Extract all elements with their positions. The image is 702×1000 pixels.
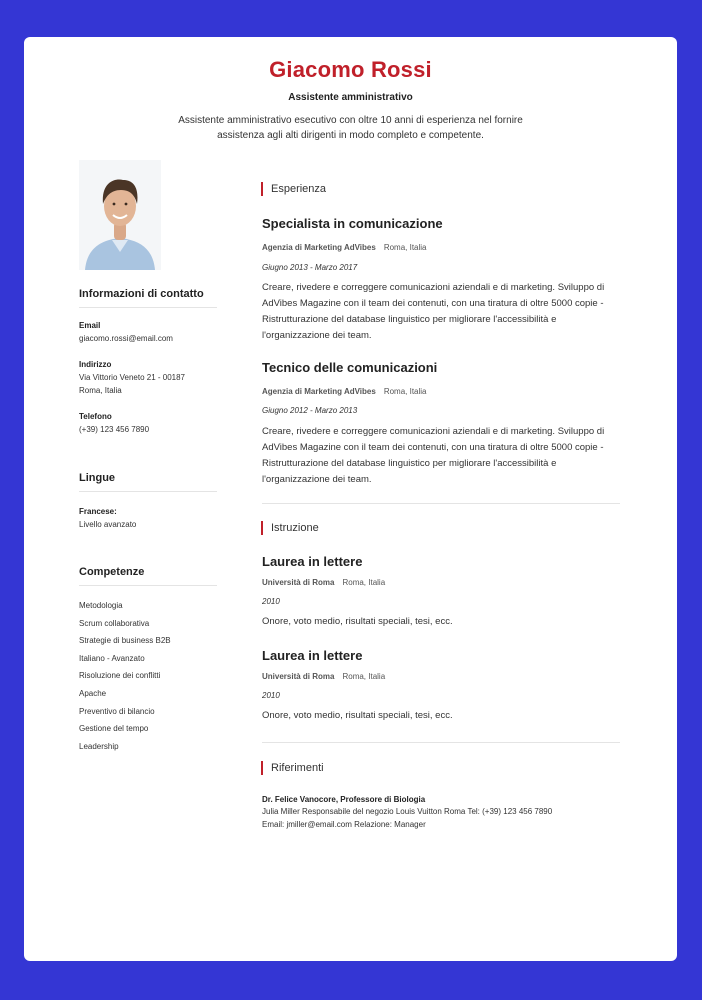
- skill-item: Preventivo di bilancio: [79, 706, 155, 716]
- education-year: 2010: [262, 691, 280, 700]
- phone-label: Telefono: [79, 412, 112, 421]
- candidate-name: Giacomo Rossi: [269, 57, 432, 82]
- skill-item: Leadership: [79, 741, 119, 751]
- degree-title: Laurea in lettere: [262, 648, 363, 663]
- education-meta: [262, 672, 385, 681]
- skill-item: Italiano - Avanzato: [79, 653, 145, 663]
- email-label: Email: [79, 321, 101, 330]
- skill-item: Apache: [79, 688, 107, 698]
- skill-item: Metodologia: [79, 601, 123, 610]
- languages-heading: Lingue: [79, 472, 217, 492]
- job-location: Roma, Italia: [383, 243, 427, 252]
- job-meta: [262, 387, 427, 396]
- skill-item: Strategie di business B2B: [79, 636, 171, 646]
- address-line-2: Roma, Italia: [79, 386, 122, 395]
- section-divider: [262, 742, 620, 743]
- email-value: giacomo.rossi@email.com: [79, 334, 173, 343]
- language-name: Francese:: [79, 507, 117, 516]
- school-location: Roma, Italia: [342, 578, 386, 587]
- reference-contact: Email: jmiller@email.com Relazione: Manager: [262, 820, 426, 829]
- job-company: Agenzia di Marketing AdVibes: [262, 243, 376, 252]
- education-description: Onore, voto medio, risultati speciali, tesi, ecc.: [262, 616, 453, 627]
- education-meta: [262, 578, 385, 587]
- job-title: Specialista in comunicazione: [262, 216, 443, 231]
- school-name: Università di Roma: [262, 578, 335, 587]
- profile-summary: Assistente amministrativo esecutivo con oltre 10 anni di esperienza nel fornire assistenza agli alti dirigenti in modo completo e competente.: [178, 115, 523, 141]
- job-dates: Giugno 2012 - Marzo 2013: [262, 406, 358, 415]
- candidate-role: Assistente amministrativo: [288, 92, 413, 103]
- job-dates: Giugno 2013 - Marzo 2017: [262, 263, 358, 272]
- language-level: Livello avanzato: [79, 520, 137, 529]
- job-title: Tecnico delle comunicazioni: [262, 360, 438, 375]
- job-meta: [262, 243, 427, 252]
- reference-details: Julia Miller Responsabile del negozio Louis Vuitton Roma Tel: (+39) 123 456 7890: [262, 807, 553, 816]
- job-location: Roma, Italia: [383, 387, 427, 396]
- address-label: Indirizzo: [79, 360, 112, 369]
- skills-list: [79, 599, 171, 757]
- references-heading: Riferimenti: [261, 761, 324, 775]
- skill-item: Risoluzione dei conflitti: [79, 671, 161, 681]
- skill-item: Scrum collaborativa: [79, 618, 150, 628]
- skills-heading: Competenze: [79, 566, 217, 586]
- school-name: Università di Roma: [262, 672, 335, 681]
- degree-title: Laurea in lettere: [262, 554, 363, 569]
- job-description: Creare, rivedere e correggere comunicazioni aziendali e di marketing. Sviluppo di AdVibes Magazine con il team dei contenuti, con una tiratura di oltre 5000 copie -Ristrutturazione del database linguistico per migliorare l'accessibilità e l'organizzazione dei team.: [262, 426, 605, 485]
- job-company: Agenzia di Marketing AdVibes: [262, 387, 376, 396]
- education-year: 2010: [262, 597, 280, 606]
- phone-value: (+39) 123 456 7890: [79, 425, 150, 434]
- resume-page: [24, 37, 677, 961]
- skill-item: Gestione del tempo: [79, 724, 149, 734]
- school-location: Roma, Italia: [342, 672, 386, 681]
- education-description: Onore, voto medio, risultati speciali, tesi, ecc.: [262, 710, 453, 721]
- address-line-1: Via Vittorio Veneto 21 - 00187: [79, 373, 186, 382]
- section-divider: [262, 503, 620, 504]
- job-description: Creare, rivedere e correggere comunicazioni aziendali e di marketing. Sviluppo di AdVibes Magazine con il team dei contenuti, con una tiratura di oltre 5000 copie -Ristrutturazione del database linguistico per migliorare l'accessibilità e l'organizzazione dei team.: [262, 282, 605, 341]
- experience-heading: Esperienza: [261, 182, 326, 196]
- profile-photo: [79, 160, 161, 270]
- education-heading: Istruzione: [261, 521, 319, 535]
- reference-name: Dr. Felice Vanocore, Professore di Biologia: [262, 795, 426, 804]
- contact-heading: Informazioni di contatto: [79, 288, 217, 308]
